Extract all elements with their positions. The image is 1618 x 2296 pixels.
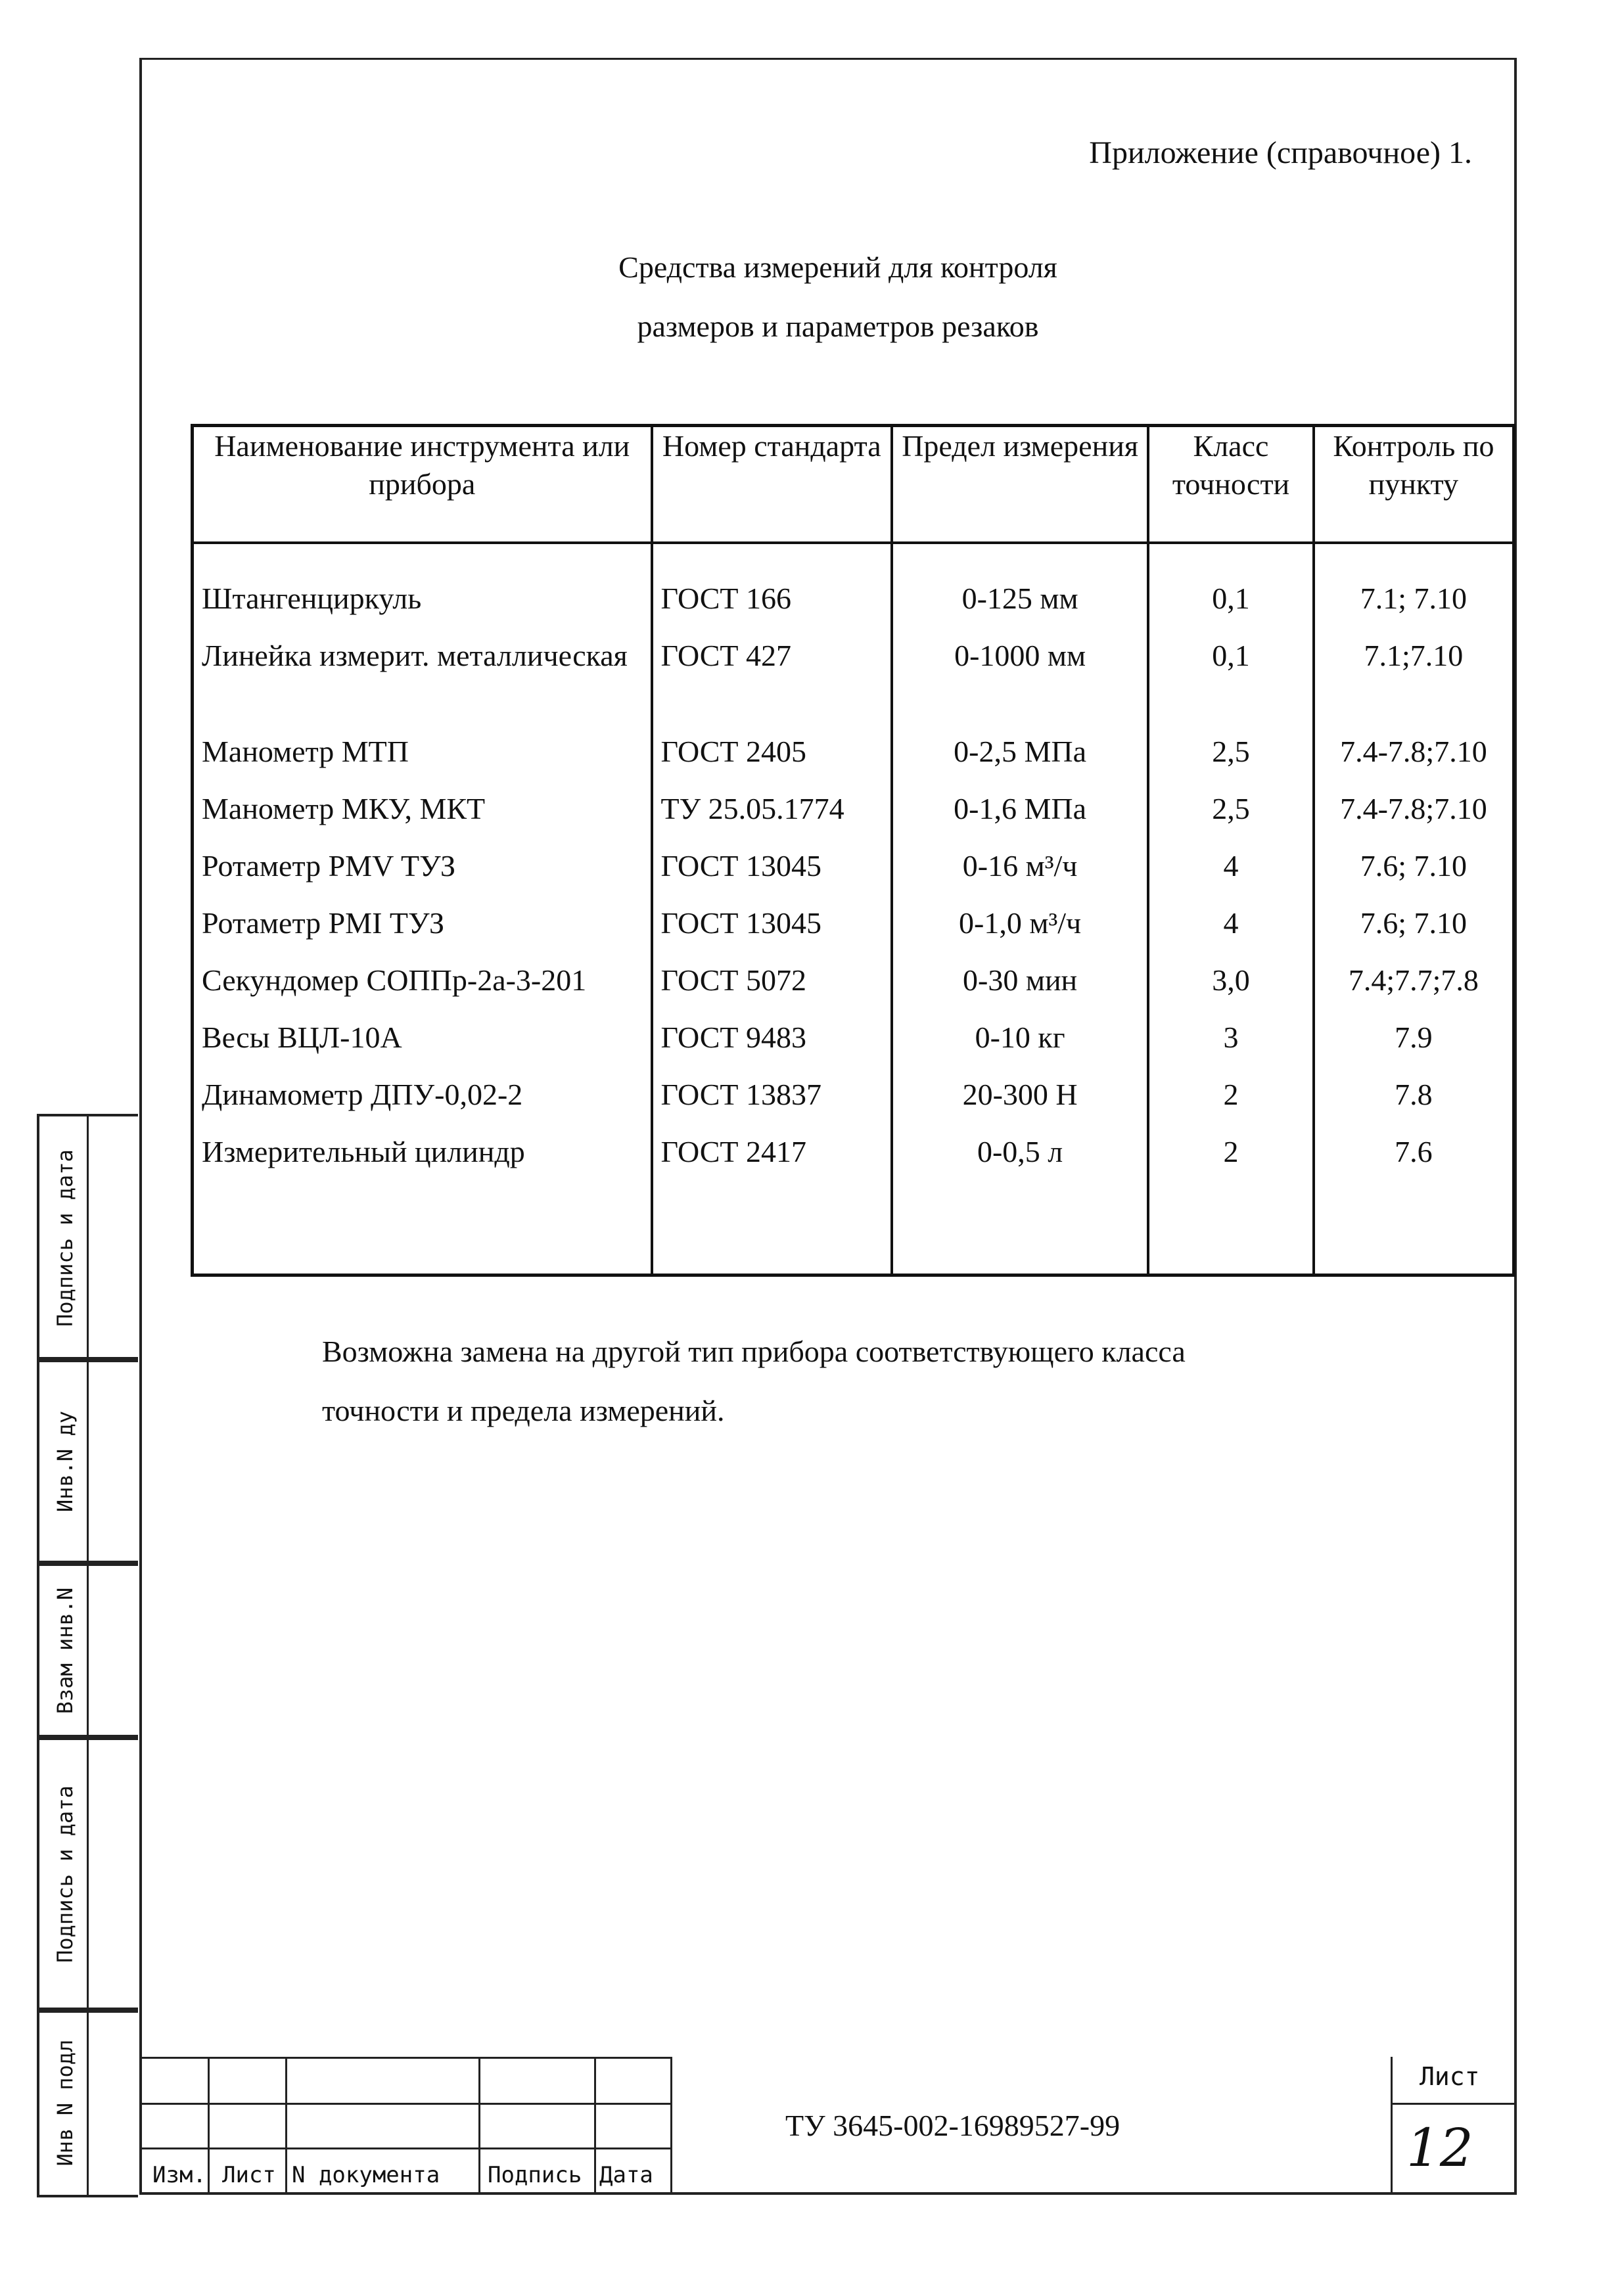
title-block-divider bbox=[208, 2057, 210, 2192]
column-standard bbox=[652, 543, 892, 1275]
cell-name: Ротаметр PMV ТУЗ bbox=[202, 849, 456, 883]
side-stamp-inv-du bbox=[37, 1357, 138, 1566]
title-block-divider bbox=[594, 2057, 596, 2192]
column-header-range: Предел измерения bbox=[892, 426, 1148, 543]
cell-accuracy: 0,1 bbox=[1212, 639, 1250, 672]
cell-accuracy: 0,1 bbox=[1212, 582, 1250, 615]
cell-range: 0-10 кг bbox=[975, 1021, 1065, 1054]
cell-range: 0-125 мм bbox=[961, 582, 1078, 615]
cell-clause: 7.1;7.10 bbox=[1364, 639, 1464, 672]
cell-range: 0-16 м³/ч bbox=[962, 849, 1078, 883]
cell-clause: 7.9 bbox=[1395, 1021, 1433, 1054]
title-block-divider bbox=[285, 2057, 287, 2192]
column-header-accuracy: Класс точности bbox=[1148, 426, 1314, 543]
title-block-rule bbox=[139, 2147, 670, 2149]
column-clause bbox=[1314, 543, 1514, 1275]
side-stamp-inv-original bbox=[37, 2008, 138, 2197]
cell-clause: 7.8 bbox=[1395, 1078, 1433, 1111]
cell-accuracy: 2,5 bbox=[1212, 792, 1250, 825]
side-stamp-signature-date bbox=[37, 1114, 138, 1362]
cell-accuracy: 3 bbox=[1223, 1021, 1239, 1054]
column-accuracy bbox=[1148, 543, 1314, 1275]
cell-name: Весы ВЦЛ-10А bbox=[202, 1021, 402, 1054]
cell-clause: 7.4;7.7;7.8 bbox=[1348, 963, 1479, 997]
cell-standard: ГОСТ 9483 bbox=[660, 1021, 807, 1054]
side-stamp-label: Инв.N ду bbox=[53, 1410, 78, 1513]
cell-standard: ТУ 25.05.1774 bbox=[660, 792, 844, 825]
cell-standard: ГОСТ 166 bbox=[660, 582, 792, 615]
table-header-row bbox=[193, 426, 1514, 543]
cell-clause: 7.4-7.8;7.10 bbox=[1340, 735, 1487, 768]
cell-standard: ГОСТ 2405 bbox=[660, 735, 807, 768]
sheet-column-label: Лист bbox=[222, 2162, 276, 2188]
cell-range: 0-1,0 м³/ч bbox=[959, 906, 1082, 940]
cell-name: Ротаметр PMI ТУЗ bbox=[202, 906, 445, 940]
cell-standard: ГОСТ 13045 bbox=[660, 906, 822, 940]
cell-accuracy: 2 bbox=[1223, 1078, 1239, 1111]
page-frame-bottom bbox=[139, 2192, 1517, 2195]
side-stamp-label: Взам инв.N bbox=[53, 1587, 78, 1714]
side-stamp-label: Инв N подл bbox=[53, 2039, 78, 2166]
cell-range: 0-30 мин bbox=[963, 963, 1078, 997]
page-frame-top bbox=[139, 58, 1515, 60]
note-line-2: точности и предела измерений. bbox=[322, 1394, 725, 1427]
sheet-number: 12 bbox=[1406, 2117, 1473, 2178]
cell-clause: 7.1; 7.10 bbox=[1360, 582, 1468, 615]
cell-accuracy: 4 bbox=[1223, 849, 1239, 883]
side-stamp-label: Подпись и дата bbox=[53, 1149, 78, 1327]
cell-accuracy: 2,5 bbox=[1212, 735, 1250, 768]
column-header-name: Наименование инструмента или прибора bbox=[193, 426, 652, 543]
cell-name: Измерительный цилиндр bbox=[202, 1135, 525, 1168]
column-name bbox=[193, 543, 652, 1275]
cell-name: Штангенциркуль bbox=[202, 582, 422, 615]
title-block-divider bbox=[1391, 2057, 1393, 2192]
cell-name: Манометр МТП bbox=[202, 735, 409, 768]
cell-range: 0-0,5 л bbox=[977, 1135, 1063, 1168]
cell-accuracy: 2 bbox=[1223, 1135, 1239, 1168]
title-block-rule bbox=[1391, 2103, 1517, 2105]
column-header-standard: Номер стандарта bbox=[652, 426, 892, 543]
cell-range: 0-1000 мм bbox=[954, 639, 1086, 672]
doc-number-label: N документа bbox=[292, 2162, 440, 2188]
column-range bbox=[892, 543, 1148, 1275]
cell-clause: 7.6 bbox=[1395, 1135, 1433, 1168]
cell-range: 0-2,5 МПа bbox=[954, 735, 1087, 768]
cell-range: 20-300 Н bbox=[962, 1078, 1078, 1111]
document-code: ТУ 3645-002-16989527-99 bbox=[785, 2109, 1121, 2142]
izm-label: Изм. bbox=[152, 2162, 206, 2188]
column-header-clause: Контроль по пункту bbox=[1314, 426, 1514, 543]
title-block-rule bbox=[139, 2103, 670, 2105]
appendix-label: Приложение (справочное) 1. bbox=[1089, 135, 1472, 170]
cell-clause: 7.4-7.8;7.10 bbox=[1340, 792, 1487, 825]
date-label: Дата bbox=[599, 2162, 653, 2188]
cell-standard: ГОСТ 427 bbox=[660, 639, 792, 672]
cell-name: Линейка измерит. металлическая bbox=[202, 639, 628, 672]
side-stamp-replace-inv bbox=[37, 1561, 138, 1740]
cell-clause: 7.6; 7.10 bbox=[1360, 849, 1468, 883]
title-block-rule bbox=[139, 2057, 670, 2059]
cell-accuracy: 3,0 bbox=[1212, 963, 1250, 997]
cell-name: Манометр МКУ, МКТ bbox=[202, 792, 486, 825]
page-title-line-1: Средства измерений для контроля bbox=[618, 250, 1057, 284]
side-stamp-signature-date-2 bbox=[37, 1735, 138, 2013]
cell-standard: ГОСТ 2417 bbox=[660, 1135, 807, 1168]
note-line-1: Возможна замена на другой тип прибора соответствующего класса bbox=[322, 1335, 1186, 1368]
cell-standard: ГОСТ 13837 bbox=[660, 1078, 822, 1111]
cell-clause: 7.6; 7.10 bbox=[1360, 906, 1468, 940]
signature-label: Подпись bbox=[488, 2162, 582, 2188]
page-frame-left bbox=[139, 58, 142, 2193]
title-block-divider bbox=[670, 2057, 672, 2192]
cell-standard: ГОСТ 13045 bbox=[660, 849, 822, 883]
cell-range: 0-1,6 МПа bbox=[954, 792, 1087, 825]
side-stamp-label: Подпись и дата bbox=[53, 1785, 78, 1963]
cell-name: Динамометр ДПУ-0,02-2 bbox=[202, 1078, 523, 1111]
sheet-label: Лист bbox=[1420, 2062, 1480, 2091]
cell-name: Секундомер СОППр-2а-3-201 bbox=[202, 963, 587, 997]
cell-standard: ГОСТ 5072 bbox=[660, 963, 807, 997]
title-block-divider bbox=[478, 2057, 480, 2192]
instruments-table bbox=[191, 424, 1515, 1277]
page-title-line-2: размеров и параметров резаков bbox=[637, 310, 1039, 343]
cell-accuracy: 4 bbox=[1223, 906, 1239, 940]
table-body bbox=[193, 543, 1514, 1275]
